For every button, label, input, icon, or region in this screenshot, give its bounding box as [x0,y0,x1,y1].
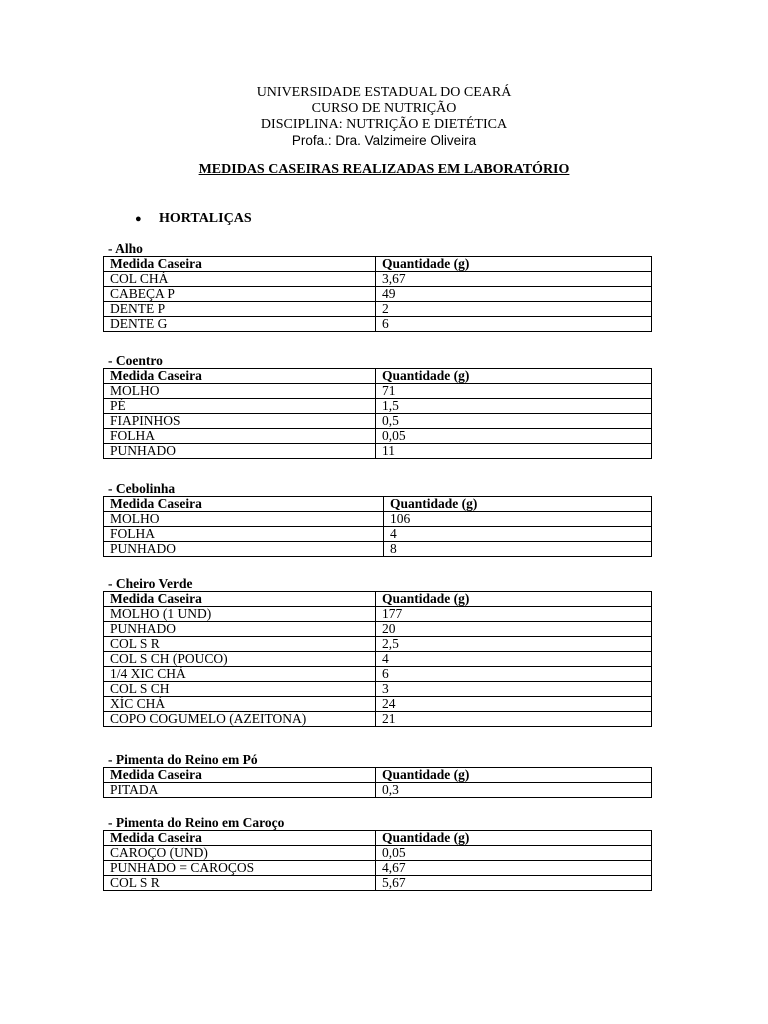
table-row [104,667,652,682]
measure-cell: FIAPINHOS [104,414,376,429]
quantity-cell: 0,05 [376,429,652,444]
quantity-cell: 177 [376,607,652,622]
group-title: - Coentro [108,353,163,368]
quantity-cell: 6 [376,667,652,682]
table-header-row [104,497,652,512]
group-title: - Cebolinha [108,481,176,496]
table-row [104,527,652,542]
quantity-cell: 4 [376,652,652,667]
professor-name: Profa.: Dra. Valzimeire Oliveira [291,133,477,148]
quantity-cell: 3,67 [376,272,652,287]
measure-cell: COL CHÁ [104,272,376,287]
column-header-quantity: Quantidade (g) [376,768,652,783]
measure-cell: DENTE G [104,317,376,332]
column-header-quantity: Quantidade (g) [376,257,652,272]
measures-table [103,368,652,459]
table-row [104,652,652,667]
measures-table [103,496,652,557]
quantity-cell: 2 [376,302,652,317]
quantity-cell: 2,5 [376,637,652,652]
quantity-cell: 3 [376,682,652,697]
quantity-cell: 49 [376,287,652,302]
table-row [104,302,652,317]
quantity-cell: 11 [376,444,652,459]
section-label: HORTALIÇAS [159,211,252,226]
measure-cell: COPO COGUMELO (AZEITONA) [104,712,376,727]
quantity-cell: 20 [376,622,652,637]
measure-cell: PUNHADO [104,622,376,637]
table-row [104,444,652,459]
table-header-row [104,257,652,272]
quantity-cell: 106 [384,512,652,527]
measure-cell: COL S CH [104,682,376,697]
table-row [104,317,652,332]
column-header-quantity: Quantidade (g) [376,831,652,846]
document-header [0,85,768,149]
quantity-cell: 24 [376,697,652,712]
column-header-measure: Medida Caseira [104,369,376,384]
table-row [104,712,652,727]
university-name: UNIVERSIDADE ESTADUAL DO CEARÁ [256,85,512,100]
measure-cell: COL S CH (POUCO) [104,652,376,667]
bullet-icon: ● [135,212,142,225]
table-row [104,512,652,527]
quantity-cell: 8 [384,542,652,557]
table-row [104,697,652,712]
table-header-row [104,369,652,384]
table-row [104,384,652,399]
measures-table [103,767,652,798]
table-row [104,607,652,622]
measure-cell: PUNHADO = CAROÇOS [104,861,376,876]
measure-group [103,241,652,332]
table-row [104,682,652,697]
measure-cell: 1/4 XIC CHÁ [104,667,376,682]
group-title: - Cheiro Verde [108,576,193,591]
document-title: MEDIDAS CASEIRAS REALIZADAS EM LABORATÓRIO [198,162,570,177]
column-header-measure: Medida Caseira [104,768,376,783]
measure-cell: PUNHADO [104,444,376,459]
measure-cell: FOLHA [104,527,384,542]
measure-cell: PITADA [104,783,376,798]
group-title: - Pimenta do Reino em Pó [108,752,258,767]
quantity-cell: 0,3 [376,783,652,798]
table-row [104,399,652,414]
table-header-row [104,592,652,607]
table-row [104,272,652,287]
table-row [104,414,652,429]
quantity-cell: 21 [376,712,652,727]
measure-cell: CAROÇO (UND) [104,846,376,861]
measure-cell: XÍC CHÁ [104,697,376,712]
table-row [104,542,652,557]
column-header-measure: Medida Caseira [104,257,376,272]
table-header-row [104,768,652,783]
measure-group [103,576,652,727]
measure-group [103,815,652,891]
measure-cell: PUNHADO [104,542,384,557]
measure-cell: MOLHO [104,384,376,399]
group-title: - Pimenta do Reino em Caroço [108,815,285,830]
table-row [104,876,652,891]
quantity-cell: 5,67 [376,876,652,891]
measure-cell: COL S R [104,876,376,891]
measure-cell: FOLHA [104,429,376,444]
quantity-cell: 0,05 [376,846,652,861]
column-header-quantity: Quantidade (g) [384,497,652,512]
measures-table [103,256,652,332]
measure-group [103,481,652,557]
measure-cell: CABEÇA P [104,287,376,302]
quantity-cell: 71 [376,384,652,399]
quantity-cell: 1,5 [376,399,652,414]
quantity-cell: 0,5 [376,414,652,429]
column-header-quantity: Quantidade (g) [376,592,652,607]
measure-cell: MOLHO (1 UND) [104,607,376,622]
table-header-row [104,831,652,846]
measure-group [103,752,652,798]
table-row [104,429,652,444]
course-name: CURSO DE NUTRIÇÃO [311,101,457,116]
measure-cell: COL S R [104,637,376,652]
measures-table [103,591,652,727]
table-row [104,846,652,861]
table-row [104,637,652,652]
measures-table [103,830,652,891]
measure-cell: MOLHO [104,512,384,527]
table-row [104,287,652,302]
measure-cell: DENTE P [104,302,376,317]
section-heading [135,211,252,227]
quantity-cell: 6 [376,317,652,332]
quantity-cell: 4 [384,527,652,542]
table-row [104,622,652,637]
measure-cell: PÉ [104,399,376,414]
discipline-name: DISCIPLINA: NUTRIÇÃO E DIETÉTICA [260,117,508,132]
column-header-measure: Medida Caseira [104,831,376,846]
column-header-measure: Medida Caseira [104,592,376,607]
group-title: - Alho [108,241,143,256]
column-header-quantity: Quantidade (g) [376,369,652,384]
column-header-measure: Medida Caseira [104,497,384,512]
table-row [104,861,652,876]
measure-group [103,353,652,459]
quantity-cell: 4,67 [376,861,652,876]
table-row [104,783,652,798]
